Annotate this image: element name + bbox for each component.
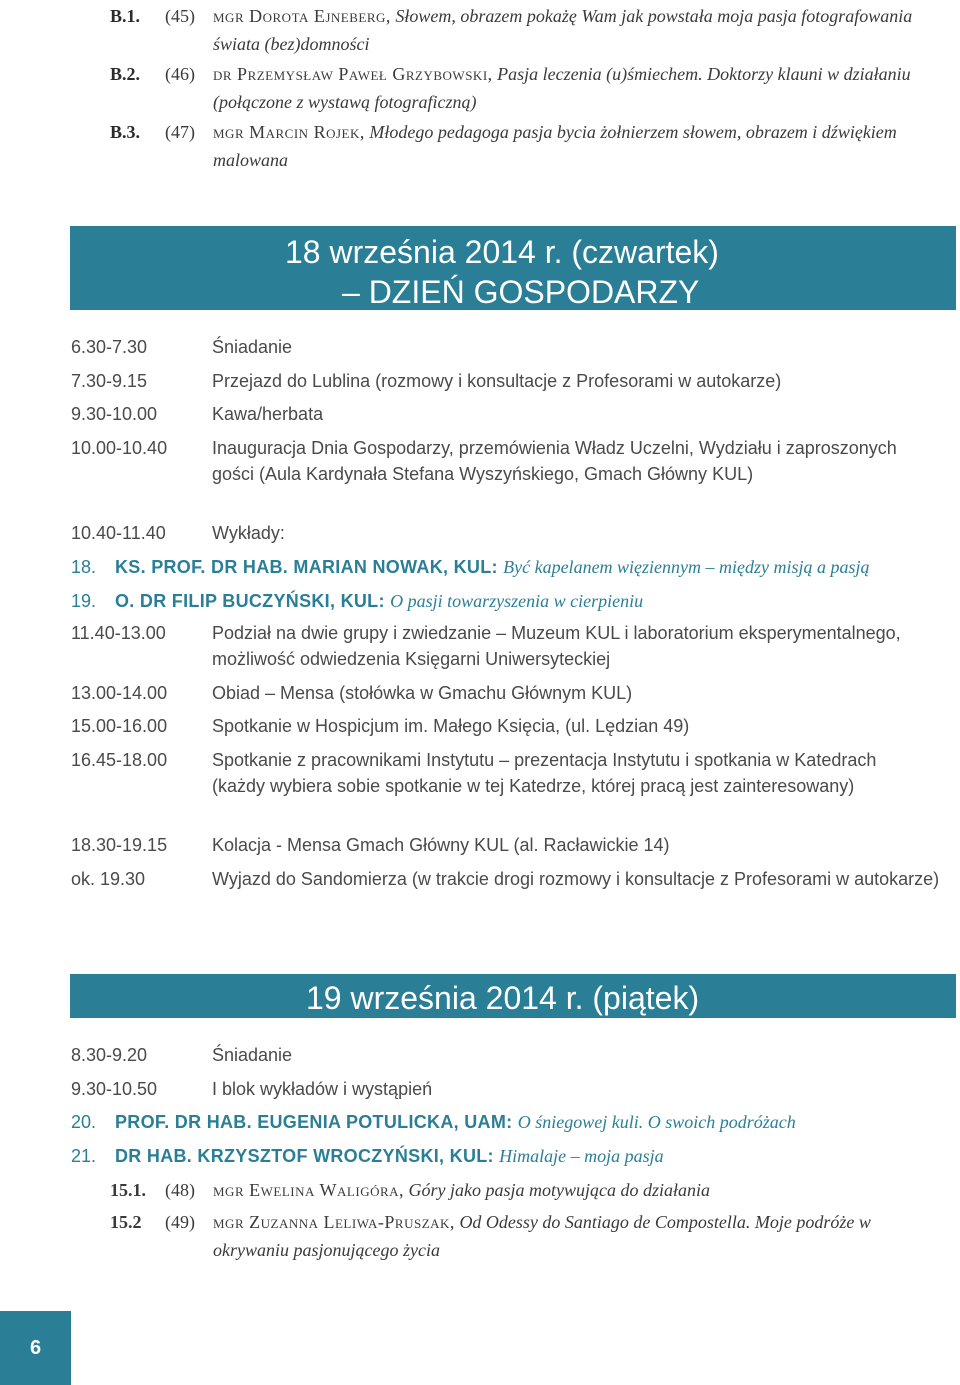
row-time: ok. 19.30 [71, 869, 146, 889]
item-number: B.2. [110, 64, 141, 84]
day1-banner [70, 226, 956, 310]
row-time: 6.30-7.30 [71, 337, 148, 357]
speaker-name: PROF. DR HAB. EUGENIA POTULICKA, UAM: [115, 1112, 513, 1132]
page-number-label: 6 [29, 1336, 42, 1359]
lecture-number: 19. [71, 591, 97, 611]
row-time: 9.30-10.00 [71, 404, 158, 424]
row-desc: Kawa/herbata [212, 404, 324, 424]
talk-title: Młodego pedagoga pasja bycia żołnierzem słowem, obrazem i dźwiękiem malowana [213, 122, 897, 170]
speaker-name: KS. PROF. DR HAB. MARIAN NOWAK, KUL: [115, 557, 498, 577]
lecture-number: 20. [71, 1112, 97, 1132]
item-index: (48) [165, 1180, 195, 1200]
speaker-name: mgr Zuzanna Leliwa-Pruszak, [213, 1212, 455, 1232]
lecture-speaker [115, 554, 870, 580]
page-number [0, 1311, 71, 1385]
lecture-speaker [115, 1109, 796, 1135]
row-desc: Przejazd do Lublina (rozmowy i konsultacje z Profesorami w autokarze) [212, 371, 782, 391]
item-index: (46) [165, 64, 195, 84]
row-desc: Kolacja - Mensa Gmach Główny KUL (al. Racławickie 14) [212, 835, 670, 855]
speaker-name: dr Przemysław Paweł Grzybowski, [213, 64, 493, 84]
row-time: 7.30-9.15 [71, 371, 148, 391]
row-desc: Podział na dwie grupy i zwiedzanie – Muzeum KUL i laboratorium eksperymentalnego, możliwość odwiedzenia Księgarni Uniwersyteckiej [212, 623, 901, 669]
item-number: B.1. [110, 6, 141, 26]
speaker-name: mgr Ewelina Waligóra, [213, 1180, 405, 1200]
row-time: 10.40-11.40 [71, 523, 166, 543]
row-desc: Inauguracja Dnia Gospodarzy, przemówienia Władz Uczelni, Wydziału i zaproszonych gości (Aula Kardynała Stefana Wyszyńskiego, Gmach Główny KUL) [212, 438, 897, 484]
lecture-title: Być kapelanem więziennym – między misją a pasją [503, 557, 870, 577]
lecture-title: O pasji towarzyszenia w cierpieniu [390, 591, 644, 611]
speaker-name: mgr Marcin Rojek, [213, 122, 365, 142]
row-time: 15.00-16.00 [71, 716, 168, 736]
talk-title: Od Odessy do Santiago de Compostella. Moje podróże w okrywaniu pasjonującego życia [213, 1212, 871, 1260]
day2-date: 19 września 2014 r. (piątek) [306, 980, 700, 1016]
speaker-name: mgr Dorota Ejneberg, [213, 6, 391, 26]
lecture-number: 21. [71, 1146, 97, 1166]
row-desc: Spotkanie z pracownikami Instytutu – prezentacja Instytutu i spotkania w Katedrach (każdy wybiera sobie spotkanie w tej Katedrze, której pracą jest zainteresowany) [212, 750, 877, 796]
row-desc: Śniadanie [212, 1045, 293, 1065]
lecture-title: O śniegowej kuli. O swoich podróżach [517, 1112, 796, 1132]
item-index: (47) [165, 122, 195, 142]
row-time: 16.45-18.00 [71, 750, 168, 770]
lecture-speaker [115, 588, 643, 614]
row-time: 8.30-9.20 [71, 1045, 148, 1065]
lecture-title: Himalaje – moja pasja [499, 1146, 664, 1166]
talk-title: Góry jako pasja motywująca do działania [408, 1180, 711, 1200]
row-time: 10.00-10.40 [71, 438, 168, 458]
row-time: 18.30-19.15 [71, 835, 168, 855]
item-number: B.3. [110, 122, 141, 142]
day1-date: 18 września 2014 r. (czwartek) [285, 234, 719, 270]
row-desc: Spotkanie w Hospicjum im. Małego Księcia, (ul. Lędzian 49) [212, 716, 690, 736]
row-desc: I blok wykładów i wystąpień [212, 1079, 433, 1099]
talk-title: Pasja leczenia (u)śmiechem. Doktorzy klauni w działaniu (połączone z wystawą fotograficzną) [213, 64, 911, 112]
speaker-name: O. DR FILIP BUCZYŃSKI, KUL: [115, 591, 385, 611]
item-index: (49) [165, 1212, 195, 1232]
item-index: (45) [165, 6, 195, 26]
lecture-speaker [115, 1143, 664, 1169]
row-desc: Wyjazd do Sandomierza (w trakcie drogi rozmowy i konsultacje z Profesorami w autokarze) [212, 869, 940, 889]
speaker-name: DR HAB. KRZYSZTOF WROCZYŃSKI, KUL: [115, 1146, 494, 1166]
row-desc: Wykłady: [212, 523, 285, 543]
talk-title: Słowem, obrazem pokażę Wam jak powstała moja pasja fotografowania świata (bez)domności [213, 6, 913, 54]
row-desc: Śniadanie [212, 337, 293, 357]
item-number: 15.1. [110, 1180, 146, 1200]
row-time: 11.40-13.00 [71, 623, 166, 643]
lecture-number: 18. [71, 557, 97, 577]
row-desc: Obiad – Mensa (stołówka w Gmachu Głównym KUL) [212, 683, 633, 703]
item-number: 15.2 [110, 1212, 142, 1232]
day1-subtitle: – DZIEŃ GOSPODARZY [342, 274, 700, 310]
row-time: 13.00-14.00 [71, 683, 168, 703]
row-time: 9.30-10.50 [71, 1079, 158, 1099]
day2-banner [70, 974, 956, 1018]
